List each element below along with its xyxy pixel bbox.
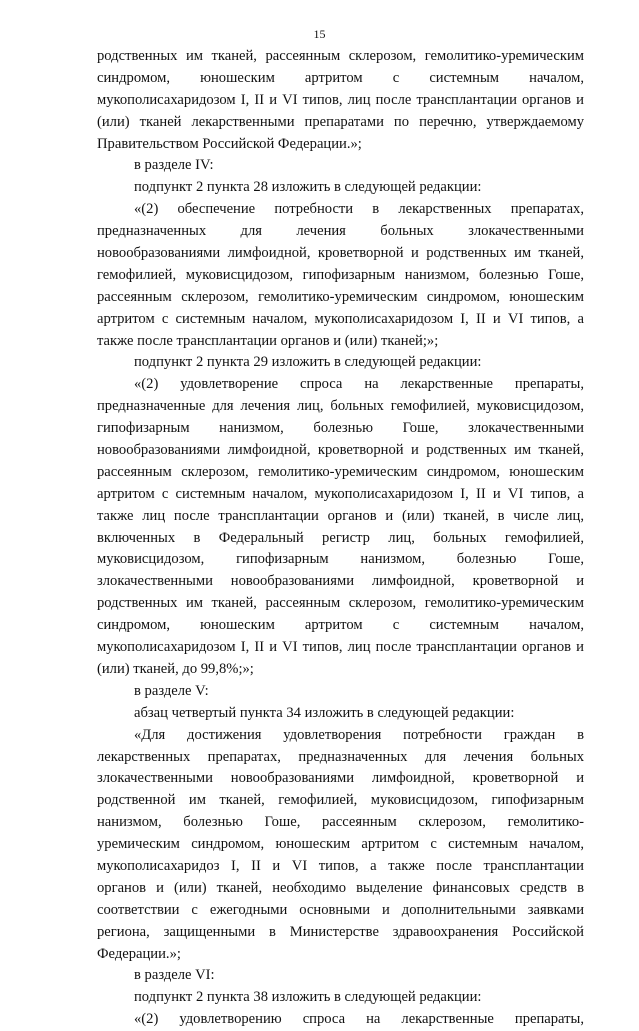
text-line: также после трансплантации органов и (или) тканей;»; — [97, 332, 439, 349]
text-line: подпункт 2 пункта 38 изложить в следующей редакции: — [134, 989, 482, 1006]
text-line: также лиц после трансплантации органов и (или) тканей, в числе лиц, — [97, 507, 584, 524]
text-line: абзац четвертый пункта 34 изложить в следующей редакции: — [134, 704, 515, 721]
text-line: новообразованиями лимфоидной, кроветворной и родственных им тканей, — [97, 245, 584, 262]
text-line: мукополисахаридоз I, II и VI типов, а также после трансплантации — [97, 857, 584, 874]
text-line: муковисцидозом, гипофизарным нанизмом, болезнью Гоше, — [97, 551, 584, 568]
text-line: органов и (или) тканей, необходимо выделение финансовых средств в — [97, 879, 584, 896]
text-line: артритом с системным началом, мукополисахаридозом I, II и VI типов, а — [97, 485, 584, 502]
text-line: уремическим синдромом, юношеским артритом с системным началом, — [97, 836, 584, 853]
text-line: подпункт 2 пункта 28 изложить в следующей редакции: — [134, 179, 482, 196]
text-line: родственных им тканей, рассеянным склерозом, гемолитико-уремическим — [97, 48, 584, 64]
text-line: включенных в Федеральный регистр лиц, больных гемофилией, — [97, 529, 584, 546]
text-line: артритом с системным началом, мукополисахаридозом I, II и VI типов, а — [97, 310, 584, 327]
text-line: предназначенных для лечения больных злокачественными — [97, 223, 584, 240]
text-line: синдромом, юношеским артритом с системным началом, — [97, 69, 584, 86]
text-line: подпункт 2 пункта 29 изложить в следующей редакции: — [134, 354, 482, 371]
text-line: Правительством Российской Федерации.»; — [97, 135, 362, 152]
text-line: в разделе V: — [134, 682, 209, 699]
text-line: «Для достижения удовлетворения потребности граждан в — [134, 726, 584, 743]
text-line: «(2) удовлетворение спроса на лекарственные препараты, — [134, 376, 584, 393]
text-line: нанизмом, болезнью Гоше, рассеянным склерозом, гемолитико- — [97, 814, 584, 831]
text-line: злокачественными новообразованиями лимфоидной, кроветворной и — [97, 770, 584, 787]
text-line: мукополисахаридозом I, II и VI типов, лиц после трансплантации органов и — [97, 91, 584, 108]
text-line: в разделе VI: — [134, 967, 215, 984]
text-line: синдромом, юношеским артритом с системным началом, — [97, 617, 584, 634]
text-line: соответствии с ежегодными основными и дополнительными заявками — [97, 901, 584, 918]
text-line: рассеянным склерозом, гемолитико-уремическим синдромом, юношеским — [97, 463, 584, 480]
text-line: Федерации.»; — [97, 945, 181, 962]
text-line: гипофизарным нанизмом, болезнью Гоше, злокачественными — [97, 420, 584, 437]
text-line: «(2) удовлетворению спроса на лекарственные препараты, — [134, 1011, 584, 1028]
text-line: предназначенные для лечения лиц, больных гемофилией, муковисцидозом, — [97, 398, 584, 415]
page-number: 15 — [313, 27, 326, 41]
text-line: (или) тканей лекарственными препаратами по перечню, утверждаемому — [97, 113, 584, 130]
text-line: гемофилией, муковисцидозом, гипофизарным нанизмом, болезнью Гоше, — [97, 266, 584, 283]
text-line: «(2) обеспечение потребности в лекарственных препаратах, — [134, 201, 584, 218]
text-line: рассеянным склерозом, гемолитико-уремическим синдромом, юношеским — [97, 288, 584, 305]
text-line: региона, защищенными в Министерстве здравоохранения Российской — [97, 923, 584, 940]
text-line: мукополисахаридозом I, II и VI типов, лиц после трансплантации органов и — [97, 639, 584, 656]
text-line: родственных им тканей, рассеянным склерозом, гемолитико-уремическим — [97, 595, 584, 612]
document-body — [97, 46, 584, 1031]
text-line: родственной им тканей, гемофилией, муковисцидозом, гипофизарным — [97, 792, 584, 809]
text-line: лекарственных препаратах, предназначенных для лечения больных — [97, 748, 584, 765]
text-line: (или) тканей, до 99,8%;»; — [97, 660, 254, 677]
text-line: злокачественными новообразованиями лимфоидной, кроветворной и — [97, 573, 584, 590]
text-line: новообразованиями лимфоидной, кроветворной и родственных им тканей, — [97, 442, 584, 459]
text-line: в разделе IV: — [134, 157, 214, 174]
